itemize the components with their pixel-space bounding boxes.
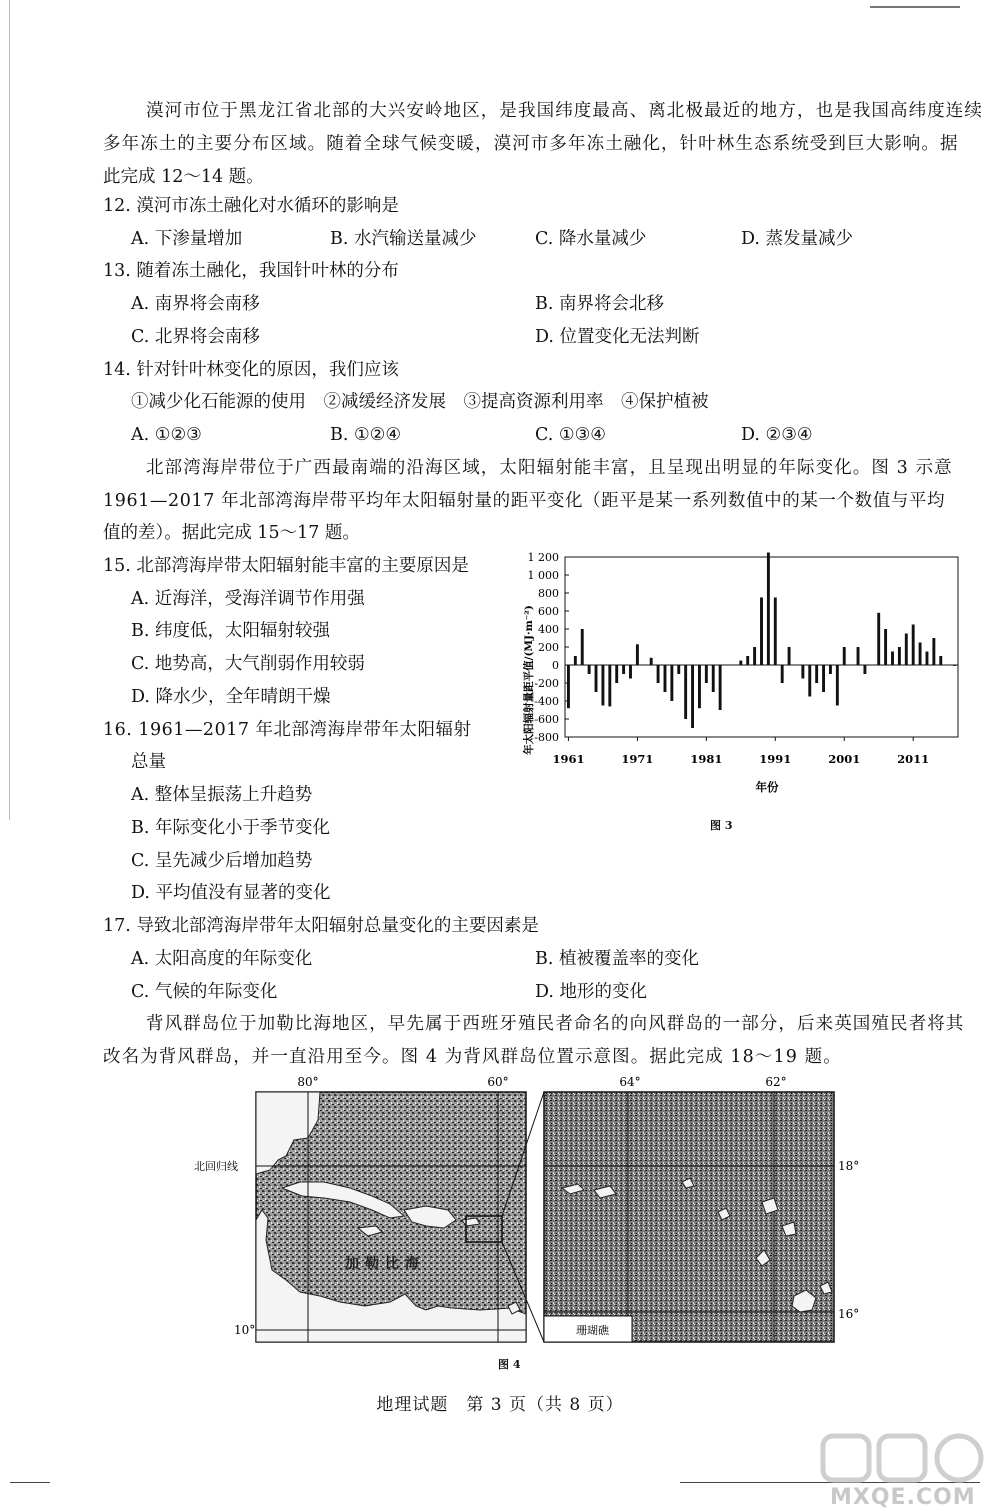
x-tick-label: 2011 [897,752,930,766]
right-lon-64: 64° [619,1075,641,1089]
q16-option-a[interactable]: A. 整体呈振荡上升趋势 [131,785,313,805]
bar-2013 [926,652,929,666]
bar-2004 [863,665,866,674]
left-lon-60: 60° [487,1075,509,1089]
intro3-line1: 背风群岛位于加勒比海地区，早先属于西班牙殖民者命名的向风群岛的一部分，后来英国殖民者将其 [146,1014,965,1034]
y-tick-label: 200 [538,641,559,654]
y-tick-label: -200 [534,677,559,690]
y-tick-label: 600 [538,605,559,618]
bar-1990 [767,553,770,666]
q12-option-d[interactable]: D. 蒸发量减少 [741,229,854,249]
q12-option-c[interactable]: C. 降水量减少 [535,229,647,249]
q12-stem: 12. 漠河市冻土融化对水循环的影响是 [103,196,399,216]
bar-1968 [615,665,618,683]
q15-option-c[interactable]: C. 地势高，大气削弱作用较弱 [131,654,365,674]
left-lat-10: 10° [234,1323,256,1337]
figure3-chart [505,548,965,798]
bar-1967 [608,665,611,706]
bar-1999 [829,665,832,674]
intro1-line1: 漠河市位于黑龙江省北部的大兴安岭地区，是我国纬度最高、离北极最近的地方，也是我国高纬度连续 [146,101,983,121]
y-tick-label: 400 [538,623,559,636]
bar-1973 [650,658,653,665]
bar-1971 [636,644,639,665]
q14-option-d[interactable]: D. ②③④ [741,425,813,445]
y-axis-title: 年太阳辐射量距平值/(MJ·m⁻²) [523,605,535,755]
x-tick-label: 1961 [552,752,585,766]
bar-1965 [595,665,598,692]
q17-option-a[interactable]: A. 太阳高度的年际变化 [131,949,313,969]
map-leeward-islands [544,1075,859,1342]
q15-option-d[interactable]: D. 降水少，全年晴朗干燥 [131,687,331,707]
bar-1998 [822,665,825,692]
right-lon-62: 62° [765,1075,787,1089]
q12-option-a[interactable]: A. 下渗量增加 [131,229,243,249]
q16-option-d[interactable]: D. 平均值没有显著的变化 [131,883,331,903]
q13-option-b[interactable]: B. 南界将会北移 [535,294,664,314]
bar-1969 [622,665,625,674]
puerto-rico-island [462,1218,480,1226]
bar-1964 [588,665,591,674]
bar-2015 [939,656,942,665]
bar-2012 [919,643,922,666]
watermark-text: MXQE.COM [830,1485,976,1510]
bar-1966 [601,665,604,706]
left-lon-80: 80° [297,1075,319,1089]
bar-2007 [884,629,887,665]
y-tick-label: -600 [534,713,559,726]
bar-1983 [719,665,722,710]
bar-1992 [781,665,784,683]
bar-1981 [705,665,708,683]
q16-option-c[interactable]: C. 呈先减少后增加趋势 [131,851,313,871]
y-tick-label: -800 [534,731,559,744]
top-edge-mark [870,0,960,8]
q13-stem: 13. 随着冻土融化，我国针叶林的分布 [103,261,399,281]
legend-coral-reef: 珊瑚礁 [576,1324,609,1337]
q14-option-b[interactable]: B. ①②④ [330,425,402,445]
q17-option-b[interactable]: B. 植被覆盖率的变化 [535,949,699,969]
q15-option-b[interactable]: B. 纬度低，太阳辐射较强 [131,621,330,641]
bar-1978 [684,665,687,719]
bar-1997 [815,665,818,683]
bar-1982 [712,665,715,692]
bar-2006 [877,613,880,665]
bar-1974 [657,665,660,683]
bar-2008 [891,652,894,666]
bar-2003 [857,647,860,665]
tropic-of-cancer-label: 北回归线 [194,1160,238,1173]
y-tick-label: 0 [552,659,559,672]
y-tick-label: 1 000 [527,569,559,582]
y-tick-label: 1 200 [527,551,559,564]
q16-stem-line2: 总量 [131,752,166,772]
intro3-line2: 改名为背风群岛，并一直沿用至今。图 4 为背风群岛位置示意图。据此完成 18～19 题。 [103,1047,842,1067]
q14-option-a[interactable]: A. ①②③ [131,425,202,445]
map-caribbean [194,1075,526,1342]
intro2-line3: 值的差）。据此完成 15～17 题。 [103,523,360,543]
q13-option-a[interactable]: A. 南界将会南移 [131,294,260,314]
bar-1993 [788,647,791,665]
bar-1989 [760,598,763,666]
x-tick-label: 2001 [828,752,861,766]
intro2-line1: 北部湾海岸带位于广西最南端的沿海区域，太阳辐射能丰富，且呈现出明显的年际变化。图 3 示意 [146,458,953,478]
q16-stem-line1: 16. 1961—2017 年北部湾海岸带年太阳辐射 [103,720,472,740]
figure4-caption: 图 4 [498,1358,521,1371]
intro1-line2: 多年冻土的主要分布区域。随着全球气候变暖，漠河市多年冻土融化，针叶林生态系统受到巨大影响。据 [103,134,959,154]
intro2-line2: 1961—2017 年北部湾海岸带平均年太阳辐射量的距平变化（距平是某一系列数值中的某一个数值与平均 [103,491,946,511]
q15-stem: 15. 北部湾海岸带太阳辐射能丰富的主要原因是 [103,556,469,576]
bar-2009 [898,647,901,665]
bar-1991 [774,598,777,666]
y-tick-label: 800 [538,587,559,600]
bar-2010 [905,634,908,666]
x-tick-label: 1971 [621,752,654,766]
bar-1979 [691,665,694,728]
q14-stem: 14. 针对针叶林变化的原因，我们应该 [103,360,399,380]
figure3-caption: 图 3 [710,819,733,832]
q15-option-a[interactable]: A. 近海洋，受海洋调节作用强 [131,589,365,609]
bar-1977 [677,665,680,674]
q17-option-c[interactable]: C. 气候的年际变化 [131,982,278,1002]
page-footer: 地理试题 第 3 页（共 8 页） [376,1395,624,1415]
q14-items: ①减少化石能源的使用 ②减缓经济发展 ③提高资源利用率 ④保护植被 [131,392,709,412]
right-lat-18: 18° [838,1159,860,1173]
x-tick-label: 1981 [690,752,723,766]
bar-1980 [698,665,701,708]
bar-2011 [912,625,915,666]
x-tick-label: 1991 [759,752,792,766]
q16-option-b[interactable]: B. 年际变化小于季节变化 [131,818,330,838]
q17-stem: 17. 导致北部湾海岸带年太阳辐射总量变化的主要因素是 [103,916,539,936]
bar-1996 [808,665,811,697]
q17-option-d[interactable]: D. 地形的变化 [535,982,648,1002]
bar-1987 [746,656,749,665]
page-edge-line [9,0,10,820]
bar-1988 [753,647,756,665]
y-tick-label: -400 [534,695,559,708]
figure4-maps [190,1070,880,1360]
bar-1963 [581,629,584,665]
bottom-rule-left [10,1482,50,1483]
q12-option-b[interactable]: B. 水汽输送量减少 [330,229,477,249]
q13-option-c[interactable]: C. 北界将会南移 [131,327,260,347]
x-axis-title: 年份 [755,780,779,794]
bar-1962 [574,656,577,665]
q13-option-d[interactable]: D. 位置变化无法判断 [535,327,700,347]
bar-1961 [567,665,570,708]
intro1-line3: 此完成 12～14 题。 [103,167,264,187]
bar-2001 [843,647,846,665]
caribbean-sea-label: 加勒比海 [345,1256,425,1272]
bar-1986 [739,661,742,666]
bar-1975 [664,665,667,692]
bar-1976 [670,665,673,701]
right-lat-16: 16° [838,1307,860,1321]
bar-2014 [932,638,935,665]
bar-2000 [836,665,839,706]
bar-1995 [801,665,804,679]
q14-option-c[interactable]: C. ①③④ [535,425,606,445]
bar-1970 [629,665,632,679]
